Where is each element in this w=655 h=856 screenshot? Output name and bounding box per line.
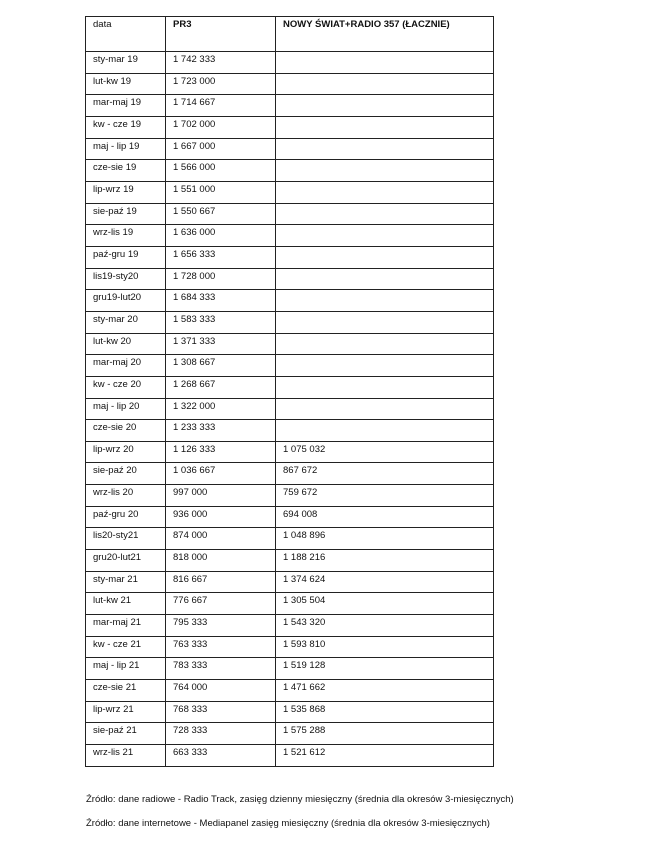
cell-nowy-swiat-radio357: 1 543 320 (276, 615, 494, 637)
cell-period: cze-sie 19 (86, 160, 166, 182)
table-row (86, 701, 494, 723)
cell-period: maj - lip 21 (86, 658, 166, 680)
table-row (86, 333, 494, 355)
header-nowy-swiat-radio357: NOWY ŚWIAT+RADIO 357 (ŁACZNIE) (276, 17, 494, 52)
table-row (86, 528, 494, 550)
cell-pr3: 1 550 667 (166, 203, 276, 225)
cell-nowy-swiat-radio357 (276, 73, 494, 95)
table-row (86, 615, 494, 637)
cell-period: cze-sie 20 (86, 420, 166, 442)
table-row (86, 593, 494, 615)
table-header-row (86, 17, 494, 52)
cell-nowy-swiat-radio357 (276, 225, 494, 247)
cell-pr3: 768 333 (166, 701, 276, 723)
cell-period: mar-maj 20 (86, 355, 166, 377)
cell-period: sty-mar 21 (86, 571, 166, 593)
table-row (86, 723, 494, 745)
table-row (86, 745, 494, 767)
cell-pr3: 1 728 000 (166, 268, 276, 290)
cell-pr3: 1 656 333 (166, 246, 276, 268)
cell-pr3: 663 333 (166, 745, 276, 767)
cell-nowy-swiat-radio357: 1 593 810 (276, 636, 494, 658)
cell-pr3: 728 333 (166, 723, 276, 745)
cell-nowy-swiat-radio357 (276, 181, 494, 203)
table-row (86, 571, 494, 593)
cell-pr3: 795 333 (166, 615, 276, 637)
cell-pr3: 1 268 667 (166, 376, 276, 398)
cell-nowy-swiat-radio357 (276, 203, 494, 225)
cell-pr3: 1 308 667 (166, 355, 276, 377)
cell-period: gru20-lut21 (86, 550, 166, 572)
cell-nowy-swiat-radio357: 759 672 (276, 485, 494, 507)
cell-nowy-swiat-radio357: 1 075 032 (276, 441, 494, 463)
table-row (86, 290, 494, 312)
cell-pr3: 1 566 000 (166, 160, 276, 182)
cell-nowy-swiat-radio357 (276, 290, 494, 312)
cell-pr3: 776 667 (166, 593, 276, 615)
cell-nowy-swiat-radio357 (276, 160, 494, 182)
cell-period: wrz-lis 20 (86, 485, 166, 507)
cell-nowy-swiat-radio357 (276, 52, 494, 74)
cell-pr3: 1 636 000 (166, 225, 276, 247)
table-row (86, 268, 494, 290)
cell-pr3: 874 000 (166, 528, 276, 550)
cell-pr3: 1 233 333 (166, 420, 276, 442)
cell-nowy-swiat-radio357 (276, 333, 494, 355)
table-row (86, 680, 494, 702)
cell-pr3: 1 322 000 (166, 398, 276, 420)
cell-pr3: 783 333 (166, 658, 276, 680)
table-row (86, 441, 494, 463)
cell-pr3: 764 000 (166, 680, 276, 702)
cell-period: kw - cze 21 (86, 636, 166, 658)
cell-period: sty-mar 19 (86, 52, 166, 74)
cell-period: kw - cze 19 (86, 116, 166, 138)
cell-pr3: 1 702 000 (166, 116, 276, 138)
table-row (86, 550, 494, 572)
table-row (86, 181, 494, 203)
table-body (86, 52, 494, 767)
cell-nowy-swiat-radio357: 1 535 868 (276, 701, 494, 723)
cell-nowy-swiat-radio357 (276, 246, 494, 268)
cell-period: mar-maj 19 (86, 95, 166, 117)
cell-period: lut-kw 21 (86, 593, 166, 615)
cell-period: lut-kw 20 (86, 333, 166, 355)
cell-nowy-swiat-radio357 (276, 398, 494, 420)
table-row (86, 203, 494, 225)
cell-pr3: 1 036 667 (166, 463, 276, 485)
cell-period: paź-gru 19 (86, 246, 166, 268)
cell-pr3: 936 000 (166, 506, 276, 528)
cell-nowy-swiat-radio357: 1 521 612 (276, 745, 494, 767)
cell-period: lut-kw 19 (86, 73, 166, 95)
cell-pr3: 997 000 (166, 485, 276, 507)
cell-nowy-swiat-radio357: 694 008 (276, 506, 494, 528)
cell-period: sty-mar 20 (86, 311, 166, 333)
cell-period: kw - cze 20 (86, 376, 166, 398)
cell-pr3: 816 667 (166, 571, 276, 593)
cell-nowy-swiat-radio357: 1 471 662 (276, 680, 494, 702)
cell-pr3: 1 551 000 (166, 181, 276, 203)
cell-nowy-swiat-radio357: 867 672 (276, 463, 494, 485)
cell-period: sie-paź 20 (86, 463, 166, 485)
table-row (86, 398, 494, 420)
table-row (86, 225, 494, 247)
cell-pr3: 1 583 333 (166, 311, 276, 333)
cell-period: lip-wrz 21 (86, 701, 166, 723)
cell-nowy-swiat-radio357 (276, 138, 494, 160)
table-row (86, 73, 494, 95)
table-row (86, 95, 494, 117)
cell-period: wrz-lis 21 (86, 745, 166, 767)
cell-nowy-swiat-radio357: 1 305 504 (276, 593, 494, 615)
cell-period: lis20-sty21 (86, 528, 166, 550)
cell-period: maj - lip 19 (86, 138, 166, 160)
table-row (86, 52, 494, 74)
table-row (86, 160, 494, 182)
cell-pr3: 1 684 333 (166, 290, 276, 312)
table-row (86, 376, 494, 398)
cell-period: lip-wrz 19 (86, 181, 166, 203)
table-row (86, 138, 494, 160)
cell-pr3: 1 714 667 (166, 95, 276, 117)
table-row (86, 463, 494, 485)
table-row (86, 506, 494, 528)
table-row (86, 311, 494, 333)
cell-nowy-swiat-radio357: 1 374 624 (276, 571, 494, 593)
table-row (86, 355, 494, 377)
cell-period: paź-gru 20 (86, 506, 166, 528)
cell-nowy-swiat-radio357: 1 048 896 (276, 528, 494, 550)
table-row (86, 658, 494, 680)
cell-pr3: 1 126 333 (166, 441, 276, 463)
cell-period: mar-maj 21 (86, 615, 166, 637)
cell-pr3: 1 371 333 (166, 333, 276, 355)
cell-nowy-swiat-radio357 (276, 355, 494, 377)
cell-nowy-swiat-radio357: 1 575 288 (276, 723, 494, 745)
cell-nowy-swiat-radio357: 1 519 128 (276, 658, 494, 680)
reach-table (85, 16, 494, 767)
cell-pr3: 1 667 000 (166, 138, 276, 160)
table-row (86, 636, 494, 658)
cell-pr3: 1 742 333 (166, 52, 276, 74)
source-note-internet: Źródło: dane internetowe - Mediapanel zasięg miesięczny (średnia dla okresów 3-miesięcznych) (86, 818, 490, 829)
cell-nowy-swiat-radio357 (276, 95, 494, 117)
cell-period: wrz-lis 19 (86, 225, 166, 247)
table-row (86, 420, 494, 442)
table-row (86, 485, 494, 507)
cell-nowy-swiat-radio357 (276, 420, 494, 442)
cell-period: lip-wrz 20 (86, 441, 166, 463)
cell-period: sie-paź 19 (86, 203, 166, 225)
cell-pr3: 763 333 (166, 636, 276, 658)
cell-nowy-swiat-radio357 (276, 268, 494, 290)
cell-period: sie-paź 21 (86, 723, 166, 745)
cell-period: maj - lip 20 (86, 398, 166, 420)
cell-period: cze-sie 21 (86, 680, 166, 702)
cell-nowy-swiat-radio357 (276, 376, 494, 398)
table-row (86, 246, 494, 268)
cell-pr3: 1 723 000 (166, 73, 276, 95)
cell-nowy-swiat-radio357 (276, 311, 494, 333)
cell-period: lis19-sty20 (86, 268, 166, 290)
cell-nowy-swiat-radio357: 1 188 216 (276, 550, 494, 572)
cell-nowy-swiat-radio357 (276, 116, 494, 138)
table-row (86, 116, 494, 138)
header-date: data (86, 17, 166, 52)
cell-pr3: 818 000 (166, 550, 276, 572)
header-pr3: PR3 (166, 17, 276, 52)
cell-period: gru19-lut20 (86, 290, 166, 312)
source-note-radio: Źródło: dane radiowe - Radio Track, zasięg dzienny miesięczny (średnia dla okresów 3-miesięcznych) (86, 794, 514, 805)
